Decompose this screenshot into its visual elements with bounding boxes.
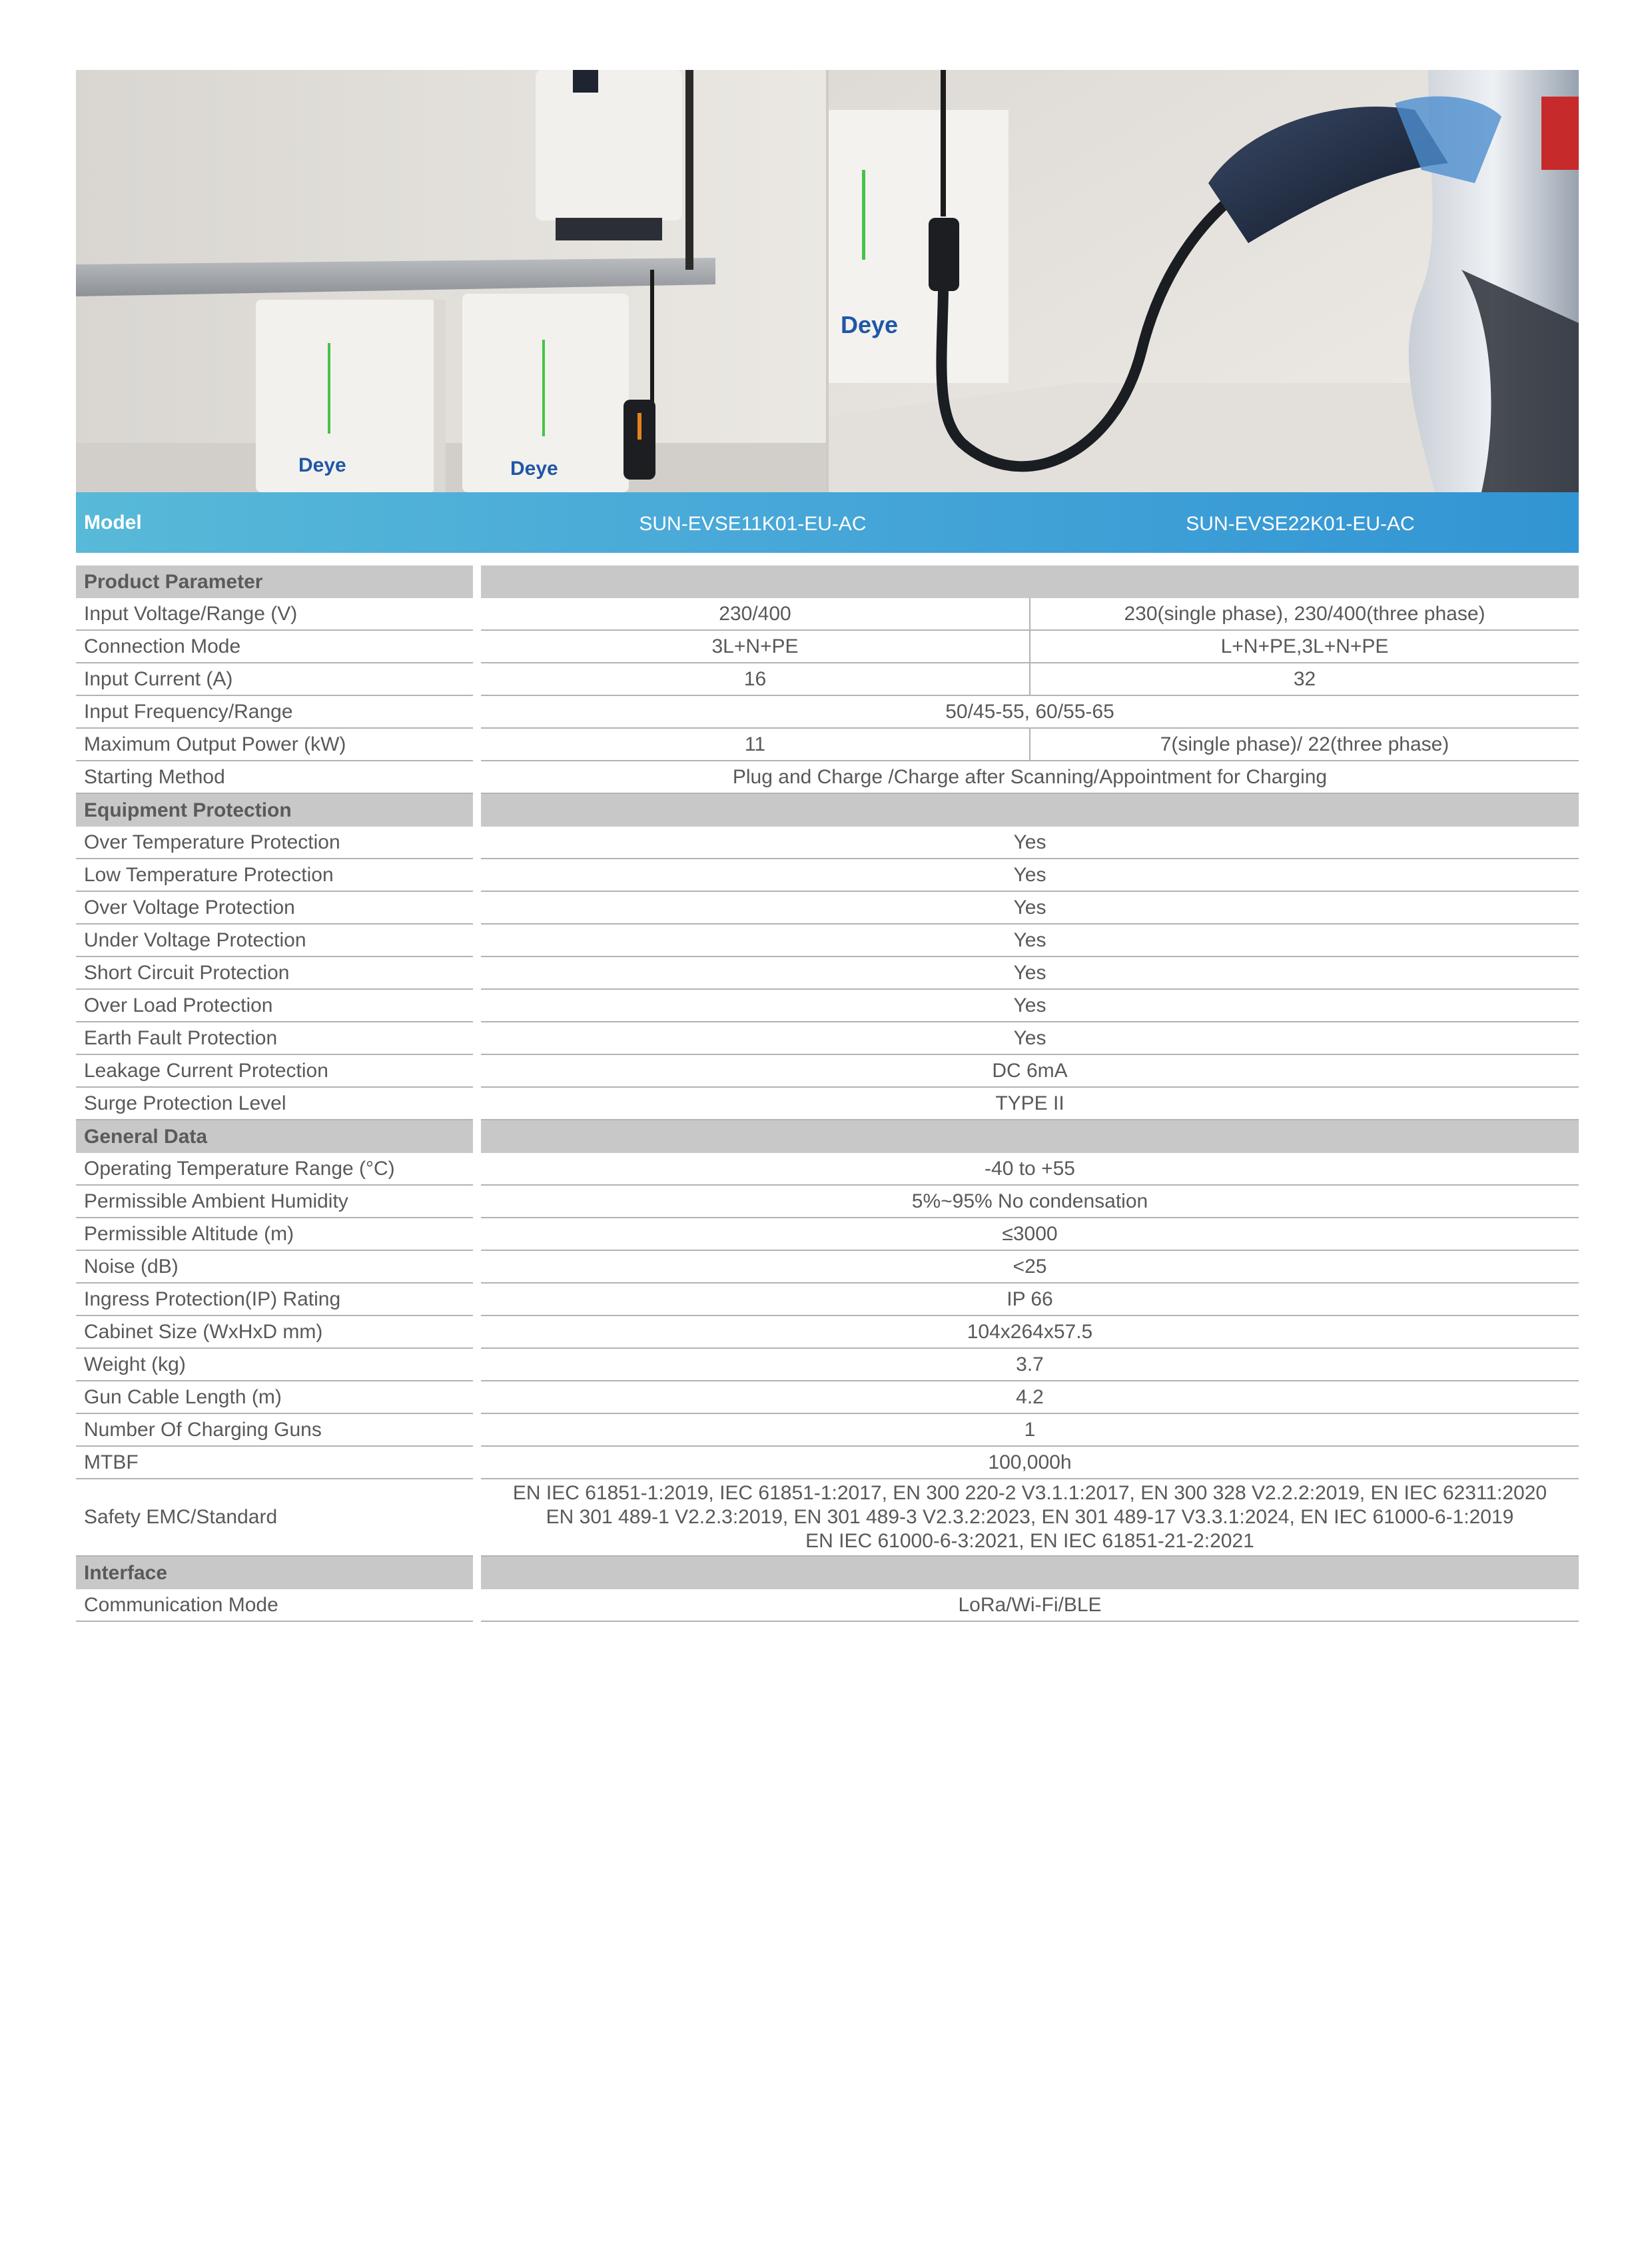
param-label: Surge Protection Level — [76, 1088, 473, 1120]
param-value: 32 — [1293, 667, 1316, 690]
table-row — [76, 729, 1579, 761]
section-header — [76, 794, 1579, 827]
param-value: 230/400 — [481, 598, 1031, 629]
section-header — [76, 1120, 1579, 1153]
param-label: Weight (kg) — [76, 1349, 473, 1381]
param-label: Input Voltage/Range (V) — [76, 598, 473, 631]
table-row — [76, 663, 1579, 696]
param-value: 3L+N+PE — [481, 631, 1031, 662]
svg-text:Deye: Deye — [510, 458, 558, 480]
param-value: Yes — [1013, 994, 1046, 1016]
table-row — [76, 1479, 1579, 1557]
param-label: Safety EMC/Standard — [76, 1479, 473, 1557]
param-label: Cabinet Size (WxHxD mm) — [76, 1316, 473, 1349]
model-header-bar — [76, 492, 1579, 553]
spec-table — [76, 565, 1579, 1622]
standards-line: EN IEC 61000-6-3:2021, EN IEC 61851-21-2:2021 — [805, 1530, 1254, 1552]
table-row — [76, 1316, 1579, 1349]
standards-line: EN 301 489-1 V2.2.3:2019, EN 301 489-3 V2.3.2:2023, EN 301 489-17 V3.3.1:2024, EN IEC 61000-6-1:2019 — [546, 1506, 1514, 1528]
param-value — [481, 1479, 1579, 1555]
table-row — [76, 1381, 1579, 1414]
table-row — [76, 696, 1579, 729]
param-label: Earth Fault Protection — [76, 1022, 473, 1055]
param-label: Leakage Current Protection — [76, 1055, 473, 1088]
param-label: Over Voltage Protection — [76, 892, 473, 925]
param-value: 100,000h — [988, 1451, 1072, 1473]
table-row — [76, 761, 1579, 794]
table-row — [76, 1088, 1579, 1120]
param-label: Under Voltage Protection — [76, 925, 473, 957]
section-title: Product Parameter — [76, 565, 473, 598]
param-label: Low Temperature Protection — [76, 859, 473, 892]
param-value: Yes — [1013, 1026, 1046, 1049]
param-label: Communication Mode — [76, 1589, 473, 1622]
section-title: General Data — [76, 1120, 473, 1153]
param-label: Maximum Output Power (kW) — [76, 729, 473, 761]
table-row — [76, 598, 1579, 631]
param-value: 11 — [481, 729, 1031, 760]
svg-text:Deye: Deye — [841, 311, 899, 338]
table-row — [76, 925, 1579, 957]
table-row — [76, 827, 1579, 859]
param-value: 104x264x57.5 — [967, 1320, 1093, 1343]
table-row — [76, 1349, 1579, 1381]
standards-line: EN IEC 61851-1:2019, IEC 61851-1:2017, EN 300 220-2 V3.1.1:2017, EN 300 328 V2.2.2:2019, EN IEC 62311:2020 — [512, 1482, 1547, 1504]
section-header — [76, 565, 1579, 598]
table-row — [76, 1284, 1579, 1316]
param-value: Yes — [1013, 863, 1046, 886]
param-value: ≤3000 — [1002, 1222, 1058, 1245]
section-header — [76, 1557, 1579, 1589]
param-value: 7(single phase)/ 22(three phase) — [1160, 733, 1449, 755]
param-label: Input Current (A) — [76, 663, 473, 696]
table-row — [76, 1414, 1579, 1447]
table-row — [76, 1589, 1579, 1622]
param-value: -40 to +55 — [985, 1157, 1075, 1180]
param-value: L+N+PE,3L+N+PE — [1220, 635, 1389, 657]
param-value: Yes — [1013, 896, 1046, 919]
param-value: 5%~95% No condensation — [911, 1190, 1148, 1212]
table-row — [76, 1055, 1579, 1088]
table-row — [76, 957, 1579, 990]
param-label: Permissible Ambient Humidity — [76, 1186, 473, 1218]
param-label: Over Load Protection — [76, 990, 473, 1022]
param-value: Plug and Charge /Charge after Scanning/Appointment for Charging — [732, 765, 1328, 788]
param-value: 50/45-55, 60/55-65 — [945, 700, 1114, 723]
param-value: DC 6mA — [992, 1059, 1068, 1082]
section-title: Interface — [76, 1557, 473, 1589]
param-label: Gun Cable Length (m) — [76, 1381, 473, 1414]
table-row — [76, 1153, 1579, 1186]
model-name-22k: SUN-EVSE22K01-EU-AC — [1186, 513, 1415, 535]
table-row — [76, 1447, 1579, 1479]
param-label: MTBF — [76, 1447, 473, 1479]
param-value: Yes — [1013, 961, 1046, 984]
param-label: Input Frequency/Range — [76, 696, 473, 729]
table-row — [76, 1186, 1579, 1218]
svg-text:Deye: Deye — [298, 454, 346, 476]
param-value: 3.7 — [1016, 1353, 1044, 1375]
param-label: Connection Mode — [76, 631, 473, 663]
table-row — [76, 1218, 1579, 1251]
param-label: Ingress Protection(IP) Rating — [76, 1284, 473, 1316]
param-label: Short Circuit Protection — [76, 957, 473, 990]
model-name-11k: SUN-EVSE11K01-EU-AC — [639, 513, 867, 535]
table-row — [76, 990, 1579, 1022]
table-row — [76, 892, 1579, 925]
param-value: <25 — [1013, 1255, 1047, 1278]
param-value: 230(single phase), 230/400(three phase) — [1124, 602, 1485, 625]
table-row — [76, 859, 1579, 892]
table-row — [76, 1022, 1579, 1055]
param-value: TYPE II — [995, 1092, 1064, 1114]
param-value: LoRa/Wi-Fi/BLE — [958, 1593, 1102, 1616]
param-label: Starting Method — [76, 761, 473, 794]
param-label: Number Of Charging Guns — [76, 1414, 473, 1447]
model-label: Model — [84, 512, 142, 534]
table-row — [76, 1251, 1579, 1284]
param-value: IP 66 — [1007, 1288, 1053, 1310]
param-label: Permissible Altitude (m) — [76, 1218, 473, 1251]
param-value: Yes — [1013, 929, 1046, 951]
table-row — [76, 631, 1579, 663]
param-value: Yes — [1013, 831, 1046, 853]
param-value: 4.2 — [1016, 1385, 1044, 1408]
param-value: 1 — [1024, 1418, 1036, 1441]
param-label: Noise (dB) — [76, 1251, 473, 1284]
section-title: Equipment Protection — [76, 794, 473, 827]
product-hero-image — [76, 70, 1579, 492]
param-label: Operating Temperature Range (°C) — [76, 1153, 473, 1186]
param-label: Over Temperature Protection — [76, 827, 473, 859]
param-value: 16 — [481, 663, 1031, 695]
